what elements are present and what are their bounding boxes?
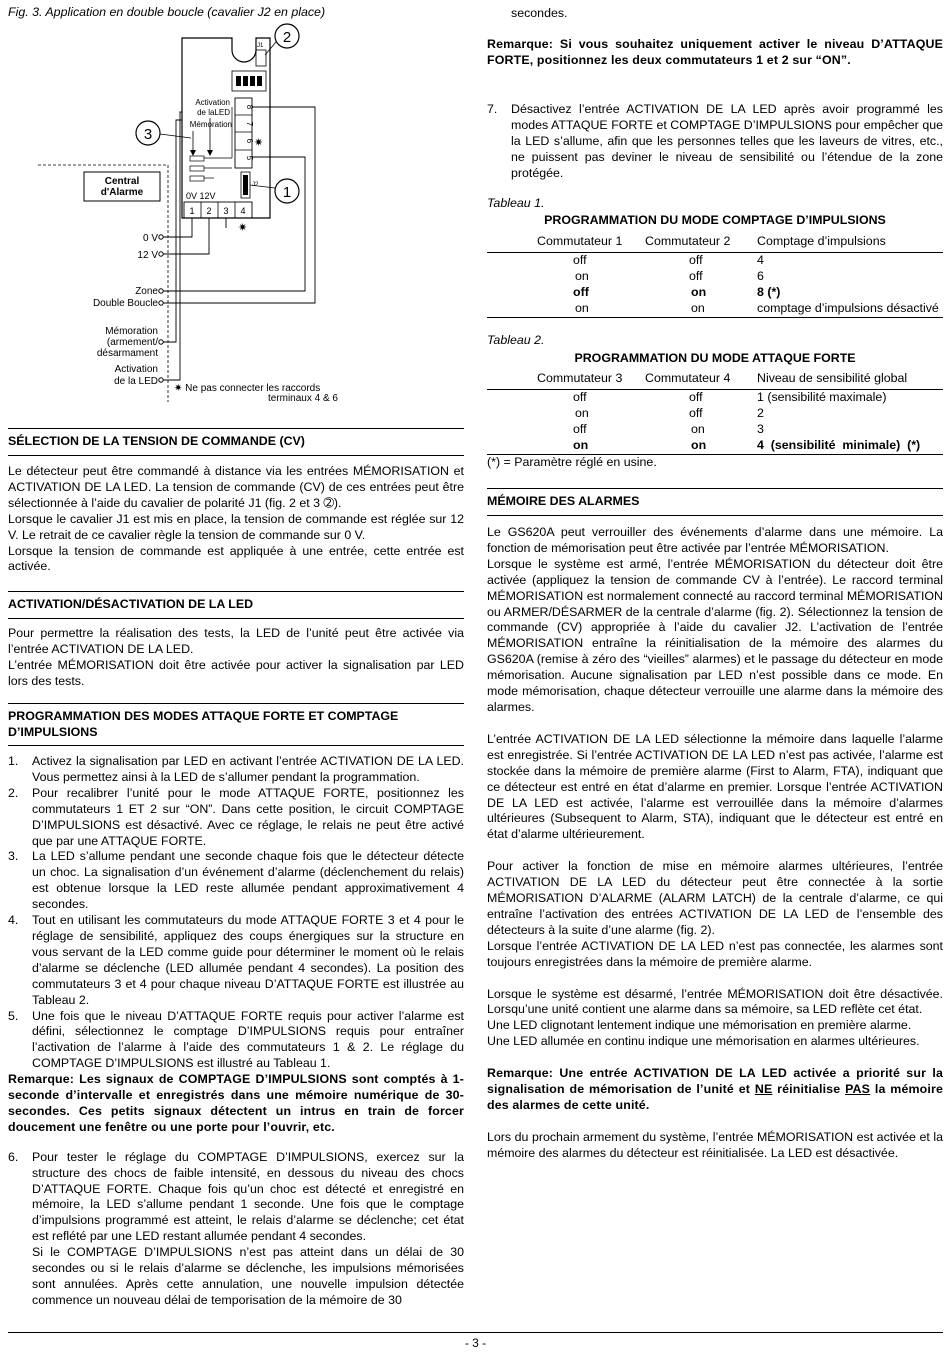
section-heading-programmation: PROGRAMMATION DES MODES ATTAQUE FORTE ET COMPTAGE D’IMPULSIONS (8, 703, 464, 746)
table-row (487, 438, 943, 454)
label-double-boucle: Double Boucle (92, 298, 158, 309)
table-cell: on (575, 405, 589, 420)
step-number: 2. (8, 785, 19, 800)
table-cell: 4 (757, 252, 764, 267)
table-cell: on (645, 438, 757, 454)
j1-jumper (256, 50, 266, 66)
dip-switch (257, 76, 262, 86)
table-row (487, 252, 943, 268)
column-header: Commutateur 1 (487, 234, 645, 252)
list-item (8, 849, 464, 913)
list-item (8, 1009, 464, 1073)
list-item (487, 102, 943, 182)
table-cell: on (487, 301, 645, 317)
j2-jumper-fill (243, 175, 248, 195)
step-number: 3. (8, 849, 19, 864)
section-heading-memoire: MÉMOIRE DES ALARMES (487, 488, 943, 516)
table-cell: off (689, 268, 703, 283)
underlined-ne: NE (754, 1082, 773, 1097)
list-item (8, 754, 464, 786)
board-label-activation: Activation (195, 98, 230, 107)
section-heading-tension: SÉLECTION DE LA TENSION DE COMMANDE (CV) (8, 428, 464, 456)
paragraph: Lorsque l’entrée ACTIVATION DE LA LED n’est pas connectée, les alarmes sont toujours enregistrées dans la mémoire de première alarme. (487, 938, 943, 969)
label-zone: Zone (135, 286, 158, 297)
j2-label: J2 (252, 182, 259, 188)
label-memoration: Mémoration (105, 326, 158, 337)
table-row (487, 422, 943, 438)
step-text: Désactivez l’entrée ACTIVATION DE LA LED après avoir programmé les modes ATTAQUE FORTE et COMPTAGE D’IMPULSIONS pour empêcher que la LED s’allume, afin que les personnes telles que les laveurs de vitres, etc., ne puissent pas deviner le niveau de sensibilité ou l’étendue de la zone protégée. (511, 102, 943, 180)
list-item (8, 913, 464, 1008)
remark-pulse-count: Remarque: Les signaux de COMPTAGE D’IMPULSIONS sont comptés à 1- seconde d’intervalle et enregistrés dans une mémoire numérique de 30-secondes. Ces petits signaux détectent un intrus en train de forcer doucement une fenêtre ou une porte pour l’ouvrir, etc. (8, 1072, 464, 1134)
step-number: 4. (8, 913, 19, 928)
table-cell: 8 (*) (757, 284, 781, 299)
label-12v: 12 V (137, 250, 158, 261)
central-label: Central (104, 176, 140, 187)
table-cell: off (689, 252, 703, 267)
section-heading-led: ACTIVATION/DÉSACTIVATION DE LA LED (8, 591, 464, 619)
terminal-7: 7 (245, 121, 254, 127)
paragraph: L’entrée ACTIVATION DE LA LED sélectionne la mémoire dans laquelle l’alarme est enregistrée. Si l’entrée ACTIVATION DE LA LED n’est pas activée, l’alarme est stockée dans la mémoire de première alarme (First to Alarm, FTA), indiquant que ce détecteur est entré en état d’alarme en premier. Lorsque l’entrée ACTIVATION DE LA LED est activée, l’alarme est verrouillée dans la mémoire d’alarmes ultérieures (Subsequent to Alarm, STA), indiquant que le détecteur est entré en état d’alarme ultérieurement. (487, 731, 943, 842)
j1-label: J1 (257, 43, 264, 49)
column-header: Commutateur 4 (645, 371, 757, 389)
step-number: 6. (8, 1149, 19, 1164)
table-cell: comptage d’impulsions désactivé (757, 301, 943, 317)
table-2-caption: Tableau 2. (487, 333, 545, 347)
board-label-de-laled: de laLED (197, 108, 230, 117)
paragraph: Une LED clignotant lentement indique une mémorisation en première alarme. (487, 1018, 912, 1033)
dip-switch (236, 76, 241, 86)
label-de-la-led: de la LED (114, 376, 158, 387)
step-number: 5. (8, 1008, 19, 1023)
step-text: Pour recalibrer l’unité pour le mode ATTAQUE FORTE, positionnez les commutateurs 1 ET 2 sur “ON”. Dans cette position, le circuit COMPTAGE D’IMPULSIONS est désactivé. Avec ce réglage, le relais ne peut être activé que par une ATTAQUE FORTE. (32, 785, 464, 848)
table-row (487, 406, 943, 422)
table-row (487, 301, 943, 317)
terminal-5: 5 (245, 155, 254, 161)
underlined-pas: PAS (845, 1082, 871, 1097)
step-text: Activez la signalisation par LED en activant l’entrée ACTIVATION DE LA LED. Vous permettez ainsi à la LED de s’allumer pendant la programmation. (32, 754, 464, 784)
note-line-2: terminaux 4 & 6 (267, 393, 338, 404)
table-row (487, 389, 943, 405)
step-number: 1. (8, 754, 19, 768)
table-cell: off (573, 389, 587, 404)
terminal-2: 2 (206, 206, 212, 216)
label-activation: Activation (114, 364, 158, 375)
label-armement: (armement/ (106, 337, 158, 348)
page-number: - 3 - (8, 1332, 943, 1352)
terminal-4: 4 (240, 206, 246, 216)
table-cell: 2 (757, 405, 764, 420)
list-item (8, 1245, 464, 1309)
label-desarmament: désarmament (96, 348, 158, 359)
terminal-8: 8 (245, 104, 254, 110)
table-row (487, 269, 943, 285)
step-number: 7. (487, 102, 498, 116)
paragraph: Une LED allumée en continu indique une mémorisation en alarmes ultérieures. (487, 1034, 920, 1049)
table-1-title: PROGRAMMATION DU MODE COMPTAGE D’IMPULSIONS (544, 213, 886, 227)
paragraph: Lorsque le système est armé, l’entrée MÉMORISATION du détecteur doit être activée (appliquez la tension de commande CV à l’entrée). Le raccord terminal MÉMORISATION est normalement connecté au raccord terminal MÉMORISATION ou ARMER/DÉSARMER de la centrale d’alarme (fig. 2). Sélectionnez la tension de commande (CV) appropriée à l’aide du cavalier J2. L’activation de l’entrée MÉMORISATION entraîne la réinitialisation de la mémoire des alarmes du GS620A (remise à zéro des “vieilles” alarmes) et le passage du détecteur en mode mémorisation. Aucune signalisation par LED n’est possible dans ce mode. En mode mémorisation, chaque détecteur verrouille une alarme dans la mémoire des alarmes. (487, 556, 943, 714)
remark-priority (487, 1066, 943, 1114)
dip-switch (250, 76, 255, 86)
callout-1: 1 (282, 184, 292, 201)
remark-text: Remarque: Une entrée ACTIVATION DE LA LED activée a priorité sur la signalisation de mémorisation de l’unité et (487, 1066, 943, 1097)
dip-switch (243, 76, 248, 86)
paragraph: Pour permettre la réalisation des tests, la LED de l’unité peut être activée via l’entrée ACTIVATION DE LA LED. (8, 626, 464, 656)
remark-text: réinitialise (772, 1082, 846, 1097)
section-body-led (8, 626, 464, 690)
note-line-1: ✷ Ne pas connecter les raccords (174, 383, 321, 394)
list-item (8, 786, 464, 850)
table-cell: on (645, 301, 757, 317)
paragraph: Le détecteur peut être commandé à distance via les entrées MÉMORISATION et ACTIVATION DE LA LED. La tension de commande (CV) de ces entrées peut être sélectionnée à l’aide du cavalier de polarité J1 (fig. 2 et 3 ➁). (8, 464, 464, 510)
step-text: Pour tester le réglage du COMPTAGE D’IMPULSIONS, exercez sur la structure des chocs de faible intensité, en dessous du niveau des chocs D’ATTAQUE FORTE. Chaque fois qu’un choc est détecté et enregistré en mémoire, la LED s’allume pendant 1 seconde. Une fois que le comptage d’impulsions programmé est atteint, le relais d’alarme se déclenche; cet état est reflété par une LED restant allumée pendant 4 secondes. (32, 1149, 464, 1244)
section-body-programmation (8, 754, 464, 1309)
column-header: Commutateur 3 (487, 371, 645, 389)
wiring-diagram (0, 0, 470, 410)
board-label-memoration: Mémoration (189, 120, 232, 129)
column-header: Commutateur 2 (645, 234, 757, 252)
table-1-caption: Tableau 1. (487, 196, 545, 210)
remark-attaque-forte: Remarque: Si vous souhaitez uniquement activer le niveau D’ATTAQUE FORTE, positionnez les deux commutateurs 1 et 2 sur “ON”. (487, 37, 943, 67)
paragraph: Lors du prochain armement du système, l’entrée MÉMORISATION est activée et la mémoire des alarmes du détecteur est réinitialisée. La LED est désactivée. (487, 1129, 943, 1160)
table-footnote: (*) = Paramètre réglé en usine. (487, 455, 657, 469)
step-text: Si le COMPTAGE D’IMPULSIONS n’est pas atteint dans un délai de 30 secondes ou si le relais d’alarme se déclenche, les impulsions mémorisées sont annulées. Après cette annulation, une nouvelle impulsion détectée commence un nouveau délai de temporisation de la mémoire de 30 (32, 1245, 464, 1307)
section-body-memoire (487, 525, 943, 1162)
paragraph: Le GS620A peut verrouiller des événements d’alarme dans une mémoire. La fonction de mémorisation peut être activée par l’entrée MÉMORISATION. (487, 525, 943, 555)
table-cell: on (487, 438, 645, 454)
table-comptage (487, 234, 943, 318)
paragraph: Pour activer la fonction de mise en mémoire alarmes ultérieures, l’entrée ACTIVATION DE LA LED du détecteur peut être connectée à la sortie MÉMORISATION D’ALARME (ALARM LATCH) de la centrale d’alarme, ce qui entraîne l’activation des entrées ACTIVATION DE LA LED de l’ensemble des détecteurs à la suite d’une alarme (fig. 2). (487, 859, 943, 937)
board-label-0v-12v: 0V 12V (186, 191, 216, 201)
terminal-1: 1 (189, 206, 195, 216)
continued-text: secondes. (511, 6, 568, 20)
terminal-6: 6 (245, 138, 254, 144)
terminal-3: 3 (223, 206, 229, 216)
table-cell: 3 (757, 421, 764, 436)
paragraph: Lorsque la tension de commande est appliquée à une entrée, cette entrée est activée. (8, 543, 464, 574)
central-label-2: d'Alarme (100, 187, 144, 198)
table-cell: off (689, 405, 703, 420)
table-cell: on (575, 268, 589, 283)
callout-3: 3 (143, 126, 153, 143)
list-item (8, 1150, 464, 1245)
table-row (487, 285, 943, 301)
figure-caption: Fig. 3. Application en double boucle (cavalier J2 en place) (8, 5, 326, 19)
step-text: Une fois que le niveau D’ATTAQUE FORTE requis pour activer l’alarme est défini, sélectionnez le comptage D’IMPULSIONS requis pour entraîner l’activation de l’alarme à l’aide des commutateurs 1 & 2. Le réglage du COMPTAGE D’IMPULSIONS est illustré au Tableau 1. (32, 1008, 464, 1071)
table-cell: on (691, 421, 705, 436)
paragraph: Lorsque le cavalier J1 est mis en place, la tension de commande est réglée sur 12 V. Le retrait de ce cavalier règle la tension de commande sur 0 V. (8, 511, 464, 542)
section-body-tension (8, 464, 464, 575)
table-attaque-forte (487, 371, 943, 455)
table-cell: off (573, 252, 587, 267)
paragraph: Lorsque le système est désarmé, l’entrée MÉMORISATION doit être désactivée. Lorsqu’une unité contient une alarme dans sa mémoire, sa LED reflète cet état. (487, 986, 943, 1017)
step-text: Tout en utilisant les commutateurs du mode ATTAQUE FORTE 3 et 4 pour le réglage de sensibilité, appliquez des coups énergiques sur la structure en vous servant de la LED comme guide pour déterminer le moment où le relais d’alarme se déclenche (LED allumée pendant 4 secondes). La position des commutateurs 3 et 4 pour chaque niveau D’ATTAQUE FORTE est illustrée au Tableau 2. (32, 913, 464, 1007)
table-cell: 1 (sensibilité maximale) (757, 389, 887, 404)
remark-text: la mémoire des alarmes de cette unité. (487, 1082, 943, 1112)
step-text: La LED s’allume pendant une seconde chaque fois que le détecteur détecte un choc. La signalisation d’un événement d’alarme (déclenchement du relais) est obtenue lorsque la LED reste allumée pendant approximativement 4 secondes. (32, 849, 464, 912)
table-cell: off (573, 284, 589, 299)
column-header: Comptage d’impulsions (757, 234, 943, 252)
star-mark: ✷ (254, 137, 264, 149)
star-mark: ✷ (238, 222, 248, 234)
table-cell: on (691, 284, 707, 299)
table-cell: 6 (757, 268, 764, 283)
label-0v: 0 V (142, 233, 158, 244)
column-header: Niveau de sensibilité global (757, 371, 943, 389)
callout-2: 2 (282, 29, 292, 46)
table-cell: off (573, 421, 587, 436)
paragraph: L’entrée MÉMORISATION doit être activée pour activer la signalisation par LED lors des tests. (8, 657, 464, 688)
table-2-title: PROGRAMMATION DU MODE ATTAQUE FORTE (574, 351, 856, 365)
table-cell: 4 (sensibilité minimale) (*) (757, 438, 943, 454)
table-cell: off (689, 389, 703, 404)
